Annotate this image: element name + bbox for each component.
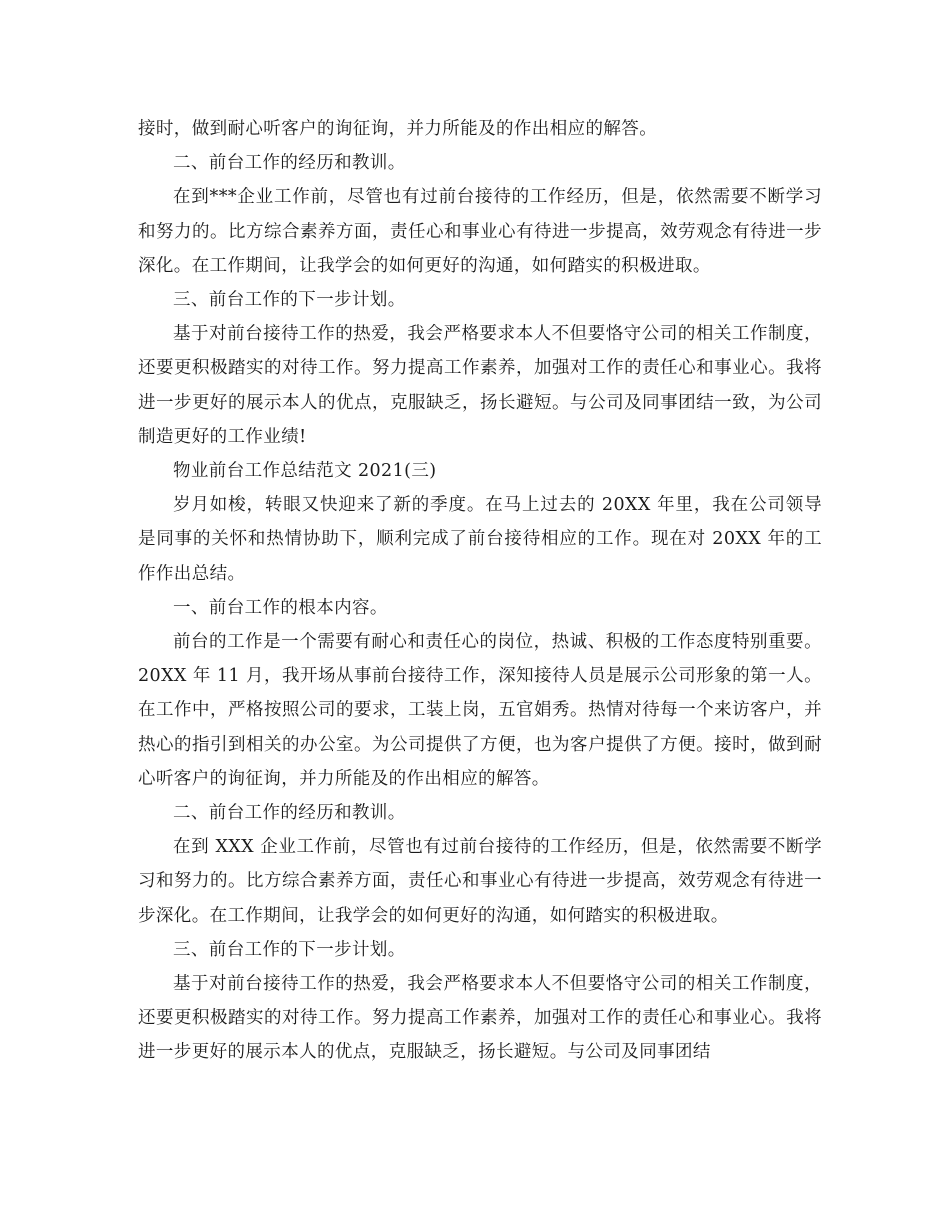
paragraph-experience: 在到***企业工作前，尽管也有过前台接待的工作经历，但是，依然需要不断学习和努力的。比方综合素养方面，责任心和事业心有待进一步提高，效劳观念有待进一步深化。在工作期间，让我学会的如何更好的沟通，如何踏实的积极进取。 [138,187,822,276]
paragraph-experience-2: 在到 XXX 企业工作前，尽管也有过前台接待的工作经历，但是，依然需要不断学习和努力的。比方综合素养方面，责任心和事业心有待进一步提高，效劳观念有待进一步深化。在工作期间，让我学会的如何更好的沟通，如何踏实的积极进取。 [138,837,822,926]
paragraph-next-plan: 基于对前台接待工作的热爱，我会严格要求本人不但要恪守公司的相关工作制度，还要更积极踏实的对待工作。努力提高工作素养，加强对工作的责任心和事业心。我将进一步更好的展示本人的优点，克服缺乏，扬长避短。与公司及同事团结一致，为公司制造更好的工作业绩! [138,324,822,447]
paragraph-continuation: 接时，做到耐心听客户的询征询，并力所能及的作出相应的解答。 [138,119,658,139]
paragraph-next-plan-2: 基于对前台接待工作的热爱，我会严格要求本人不但要恪守公司的相关工作制度，还要更积极踏实的对待工作。努力提高工作素养，加强对工作的责任心和事业心。我将进一步更好的展示本人的优点，克服缺乏，扬长避短。与公司及同事团结 [138,974,822,1063]
section-heading-basic-content: 一、前台工作的根本内容。 [173,597,388,618]
paragraph-basic-content: 前台的工作是一个需要有耐心和责任心的岗位，热诚、积极的工作态度特别重要。20XX 年 11 月，我开场从事前台接待工作，深知接待人员是展示公司形象的第一人。在工作中，严格按照公司的要求，工装上岗，五官娟秀。热情对待每一个来访客户，并热心的指引到相关的办公室。为公司提供了方便，也为客户提供了方便。接时，做到耐心听客户的询征询，并力所能及的作出相应的解答。 [138,632,822,789]
section-heading-experience-2: 二、前台工作的经历和教训。 [173,803,406,824]
paragraph-intro: 岁月如梭，转眼又快迎来了新的季度。在马上过去的 20XX 年里，我在公司领导是同事的关怀和热情协助下，顺利完成了前台接待相应的工作。现在对 20XX 年的工作作出总结。 [138,495,822,584]
section-heading-experience: 二、前台工作的经历和教训。 [173,153,406,174]
document-body [138,112,822,1070]
section-heading-next-plan-2: 三、前台工作的下一步计划。 [173,939,406,960]
article-title-part-three: 物业前台工作总结范文 2021(三) [173,461,437,482]
section-heading-next-plan: 三、前台工作的下一步计划。 [173,290,406,311]
